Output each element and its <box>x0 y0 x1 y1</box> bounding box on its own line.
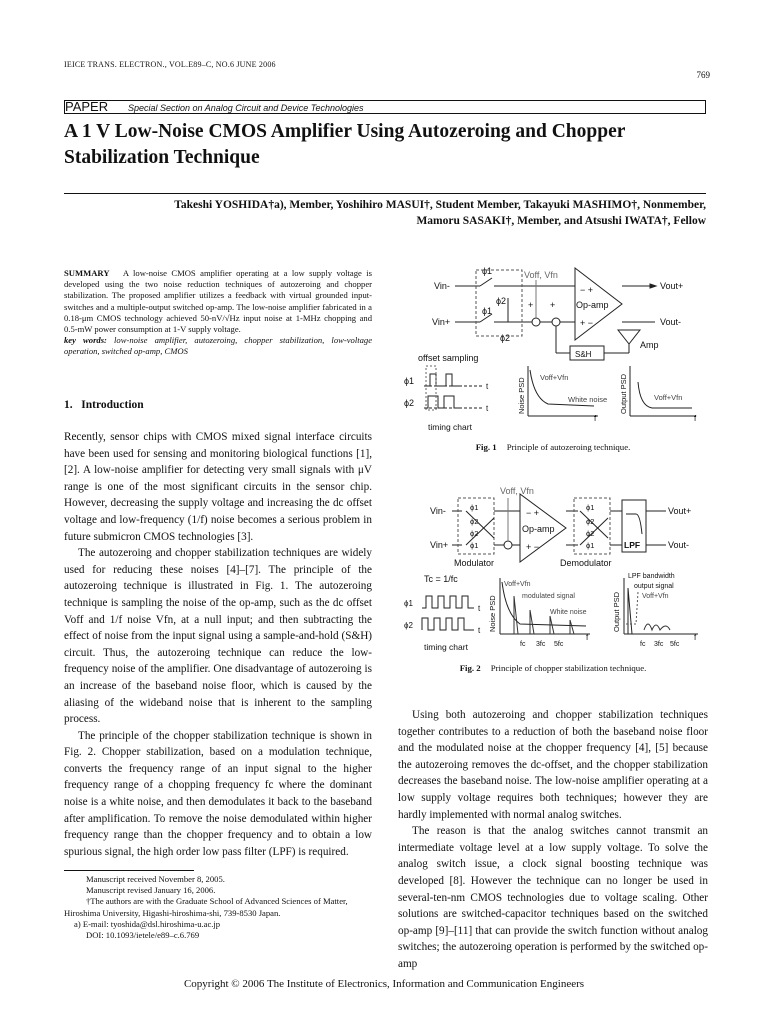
fig2-caption-text: Principle of chopper stabilization technique. <box>490 663 647 673</box>
authors-line-1: Takeshi YOSHIDA†a), Member, Yoshihiro MASUI†, Student Member, Takayuki MASHIMO†, Nonmember, <box>174 199 706 211</box>
fig1-vout-minus: Vout- <box>660 317 682 327</box>
svg-text:ϕ1: ϕ1 <box>586 503 595 512</box>
keywords: low-noise amplifier, autozeroing, chopper stabilization, low-voltage operation, switched op-amp, CMOS <box>64 335 373 357</box>
section-title: Introduction <box>81 399 144 411</box>
fig1-label: Fig. 1 <box>475 442 497 452</box>
fig1-phi1-bottom: ϕ1 <box>482 306 493 316</box>
fig2-label: Fig. 2 <box>459 663 481 673</box>
fig2-lpf: LPF <box>624 540 641 550</box>
fig2-tick-3fc-2: 3fc <box>654 641 664 648</box>
fig1-t2: t <box>486 404 489 413</box>
intro-paragraph-2: The autozeroing and chopper stabilization techniques are widely used for reducing these noises [4]–[7]. The principle of the autozeroing technique is illustrated in Fig. 1. The autozeroing technique is sampling the noise of the op-amp, such as the dc offset Voff and 1/f noise Vfn, at a null input; and then subtracting the effect of noise from the input signal using a sample-and-hold (S&H) circuit. Thus, the autozeroing technique can reduce the low-frequency noise of the amplifier. One disadvantage of autozeroing is an increase of the baseband noise floor, which is caused by the aliasing of the wideband noise that is inherent to the sampling process. <box>64 547 372 726</box>
fig2-diagram <box>400 484 710 656</box>
fig2-white-noise: White noise <box>550 609 587 616</box>
svg-text:ϕ2: ϕ2 <box>470 529 479 538</box>
section-number: 1. <box>64 399 73 411</box>
fig2-tick-5fc-1: 5fc <box>554 641 564 648</box>
fig2-tick-fc-2: fc <box>640 641 646 648</box>
footnote-doi: DOI: 10.1093/ietele/e89–c.6.769 <box>86 930 200 941</box>
fig1-voff-vfn-out: Voff+Vfn <box>654 393 683 402</box>
fig2-tick-3fc-1: 3fc <box>536 641 546 648</box>
svg-text:+ −: + − <box>526 542 540 552</box>
svg-text:+ −: + − <box>580 318 594 328</box>
fig1-vin-minus: Vin- <box>434 281 450 291</box>
fig1-timing-chart: timing chart <box>428 422 472 432</box>
fig2-timing-phi1: ϕ1 <box>404 599 413 608</box>
fig2-f1: f <box>586 633 589 642</box>
fig2-lpf-bandwidth: LPF bandwidth <box>628 573 675 580</box>
fig2-voff-vfn-plus: Voff+Vfn <box>504 581 531 588</box>
fig2-voff-vfn-out: Voff+Vfn <box>642 593 669 600</box>
journal-header: IEICE TRANS. ELECTRON., VOL.E89–C, NO.6 JUNE 2006 <box>64 60 276 69</box>
fig2-vout-plus: Vout+ <box>668 506 692 516</box>
fig2-tick-fc-1: fc <box>520 641 526 648</box>
right-column-text <box>398 707 708 973</box>
authors-line-2: Mamoru SASAKI†, Member, and Atsushi IWATA†, Fellow <box>416 215 706 227</box>
right-paragraph-1: Using both autozeroing and chopper stabilization techniques together contributes to a reduction of both the baseband noise floor and the modulated noise at the chopper frequency [4], [5] because the autozeroing removes the dc-offset, and the chopper stabilization decreases the baseband noise. The low-noise amplifier operating at a low supply voltage requires both techniques; however they are hardly implemented with normal analog switches. <box>398 709 708 821</box>
intro-paragraph-1: Recently, sensor chips with CMOS mixed signal interface circuits have been used for sensing and monitoring biological functions [1], [2]. A low-noise amplifier for detecting very small signals with μV range is one of the most significant circuits in the sensor chip. However, decreasing the supply voltage and increasing the dc offset voltage and low-frequency (1/f) noise becomes a serious problem in future submicron CMOS technologies [3]. <box>64 431 372 543</box>
fig2-demodulator: Demodulator <box>560 558 612 568</box>
svg-text:ϕ1: ϕ1 <box>470 541 479 550</box>
fig2-tc: Tc = 1/fc <box>424 574 458 584</box>
fig2-vin-minus: Vin- <box>430 506 446 516</box>
svg-text:+: + <box>528 300 534 310</box>
fig1-phi2-mid: ϕ2 <box>496 296 507 306</box>
fig1-diagram <box>400 258 710 438</box>
fig1-output-psd: Output PSD <box>619 373 628 414</box>
title-rule <box>64 193 706 194</box>
paper-title: A 1 V Low-Noise CMOS Amplifier Using Autozeroing and Chopper Stabilization Technique <box>64 121 626 168</box>
fig2-modulator: Modulator <box>454 558 495 568</box>
footnote-received: Manuscript received November 8, 2005. <box>86 874 225 884</box>
footnote-affiliation: †The authors are with the Graduate School of Advanced Sciences of Matter, Hiroshima University, Higashi-hiroshima-shi, 739-8530 Japan. <box>64 896 348 918</box>
summary-block <box>64 268 372 358</box>
fig2-vout-minus: Vout- <box>668 540 690 550</box>
special-section: Special Section on Analog Circuit and Device Technologies <box>128 103 364 113</box>
footnotes <box>64 874 372 941</box>
fig1-phi1-top: ϕ1 <box>482 266 493 276</box>
footnote-revised: Manuscript revised January 16, 2006. <box>86 885 216 896</box>
intro-text <box>64 429 372 860</box>
footnote-email: a) E-mail: tyoshida@dsl.hiroshima-u.ac.jp <box>74 918 221 929</box>
fig1-vin-plus: Vin+ <box>432 317 451 327</box>
paper-label: PAPER <box>65 99 109 114</box>
fig2-caption <box>398 663 708 673</box>
page-number: 769 <box>696 70 710 80</box>
fig2-timing-chart: timing chart <box>424 642 468 652</box>
fig2-opamp: Op-amp <box>522 524 555 534</box>
summary-text: A low-noise CMOS amplifier operating at a low supply voltage is developed using the two noise reduction techniques of autozeroing and chopper stabilization. The proposed amplifier utilizes a feedback with virtual grounded input-switches and a multiple-output switched op-amp. The low-noise amplifier fabricated in a 0.18-μm CMOS technology achieved 50-nV/√Hz input noise at 1-MHz chopping and 0.5-mW power consumption at 1-V supply voltage. <box>64 268 372 335</box>
fig2-output-psd: Output PSD <box>612 591 621 632</box>
authors <box>106 197 706 229</box>
fig1-voff-vfn-plus: Voff+Vfn <box>540 373 569 382</box>
fig1-sh: S&H <box>575 350 592 359</box>
fig1-f1: f <box>594 414 597 423</box>
summary-label: SUMMARY <box>64 268 110 278</box>
fig2-f2: f <box>694 633 697 642</box>
svg-text:ϕ2: ϕ2 <box>586 529 595 538</box>
fig2-modulated-signal: modulated signal <box>522 593 575 600</box>
right-paragraph-2: The reason is that the analog switches cannot transmit an intermediate voltage level at a low supply voltage. To solve the analog switch issue, a clock signal boosting technique was developed [8]. However the technique can no longer be used in several-ten-nm CMOS technologies due to voltage scaling. Other solutions are switched-capacitor techniques based on the switched op-amp [9]–[11] that can provide the switch function without analog switches; the autozeroing operation is performed by the switched op-amp <box>398 825 708 970</box>
fig1-noise-psd: Noise PSD <box>517 377 526 414</box>
svg-text:− +: − + <box>526 508 540 518</box>
fig1-caption <box>398 442 708 452</box>
fig1-vout-plus: Vout+ <box>660 281 684 291</box>
svg-text:ϕ1: ϕ1 <box>470 503 479 512</box>
section-heading <box>64 399 372 411</box>
fig2-t2: t <box>478 626 481 635</box>
fig1-timing-phi2: ϕ2 <box>404 398 415 408</box>
footnote-rule <box>64 870 194 871</box>
fig2-vin-plus: Vin+ <box>430 540 449 550</box>
fig1-opamp: Op-amp <box>576 300 609 310</box>
intro-paragraph-3: The principle of the chopper stabilization technique is shown in Fig. 2. Chopper stabilization, based on a modulation technique, converts the frequency range of an input signal to the higher frequency range of a chopping frequency fc where the dominant noise is a white noise, and then demodulates it back to the baseband after amplification. To remove the noise demodulated within higher frequency range than the chopper frequency and to obtain a low spurious signal, the high order low pass filter (LPF) is required. <box>64 729 372 858</box>
fig1-timing-phi1: ϕ1 <box>404 376 415 386</box>
svg-text:ϕ2: ϕ2 <box>586 517 595 526</box>
fig1-white-noise: White noise <box>568 395 608 404</box>
fig2-timing-phi2: ϕ2 <box>404 621 413 630</box>
svg-text:ϕ2: ϕ2 <box>470 517 479 526</box>
fig1-t1: t <box>486 382 489 391</box>
fig2-t1: t <box>478 604 481 613</box>
fig1-voff-vfn: Voff, Vfn <box>524 270 558 280</box>
fig1-phi2-bottom: ϕ2 <box>500 333 511 343</box>
fig2-noise-psd: Noise PSD <box>488 595 497 632</box>
fig2-tick-5fc-2: 5fc <box>670 641 680 648</box>
keywords-label: key words: <box>64 335 107 346</box>
fig1-amp: Amp <box>640 340 659 350</box>
svg-text:ϕ1: ϕ1 <box>586 541 595 550</box>
fig2-voff-vfn: Voff, Vfn <box>500 486 534 496</box>
fig1-f2: f <box>694 414 697 423</box>
fig1-offset-sampling: offset sampling <box>418 353 479 363</box>
fig2-output-signal: output signal <box>634 583 674 590</box>
copyright-footer: Copyright © 2006 The Institute of Electronics, Information and Communication Engineers <box>183 978 585 990</box>
fig1-caption-text: Principle of autozeroing technique. <box>506 442 631 452</box>
svg-text:+: + <box>550 300 556 310</box>
svg-text:− +: − + <box>580 285 594 295</box>
